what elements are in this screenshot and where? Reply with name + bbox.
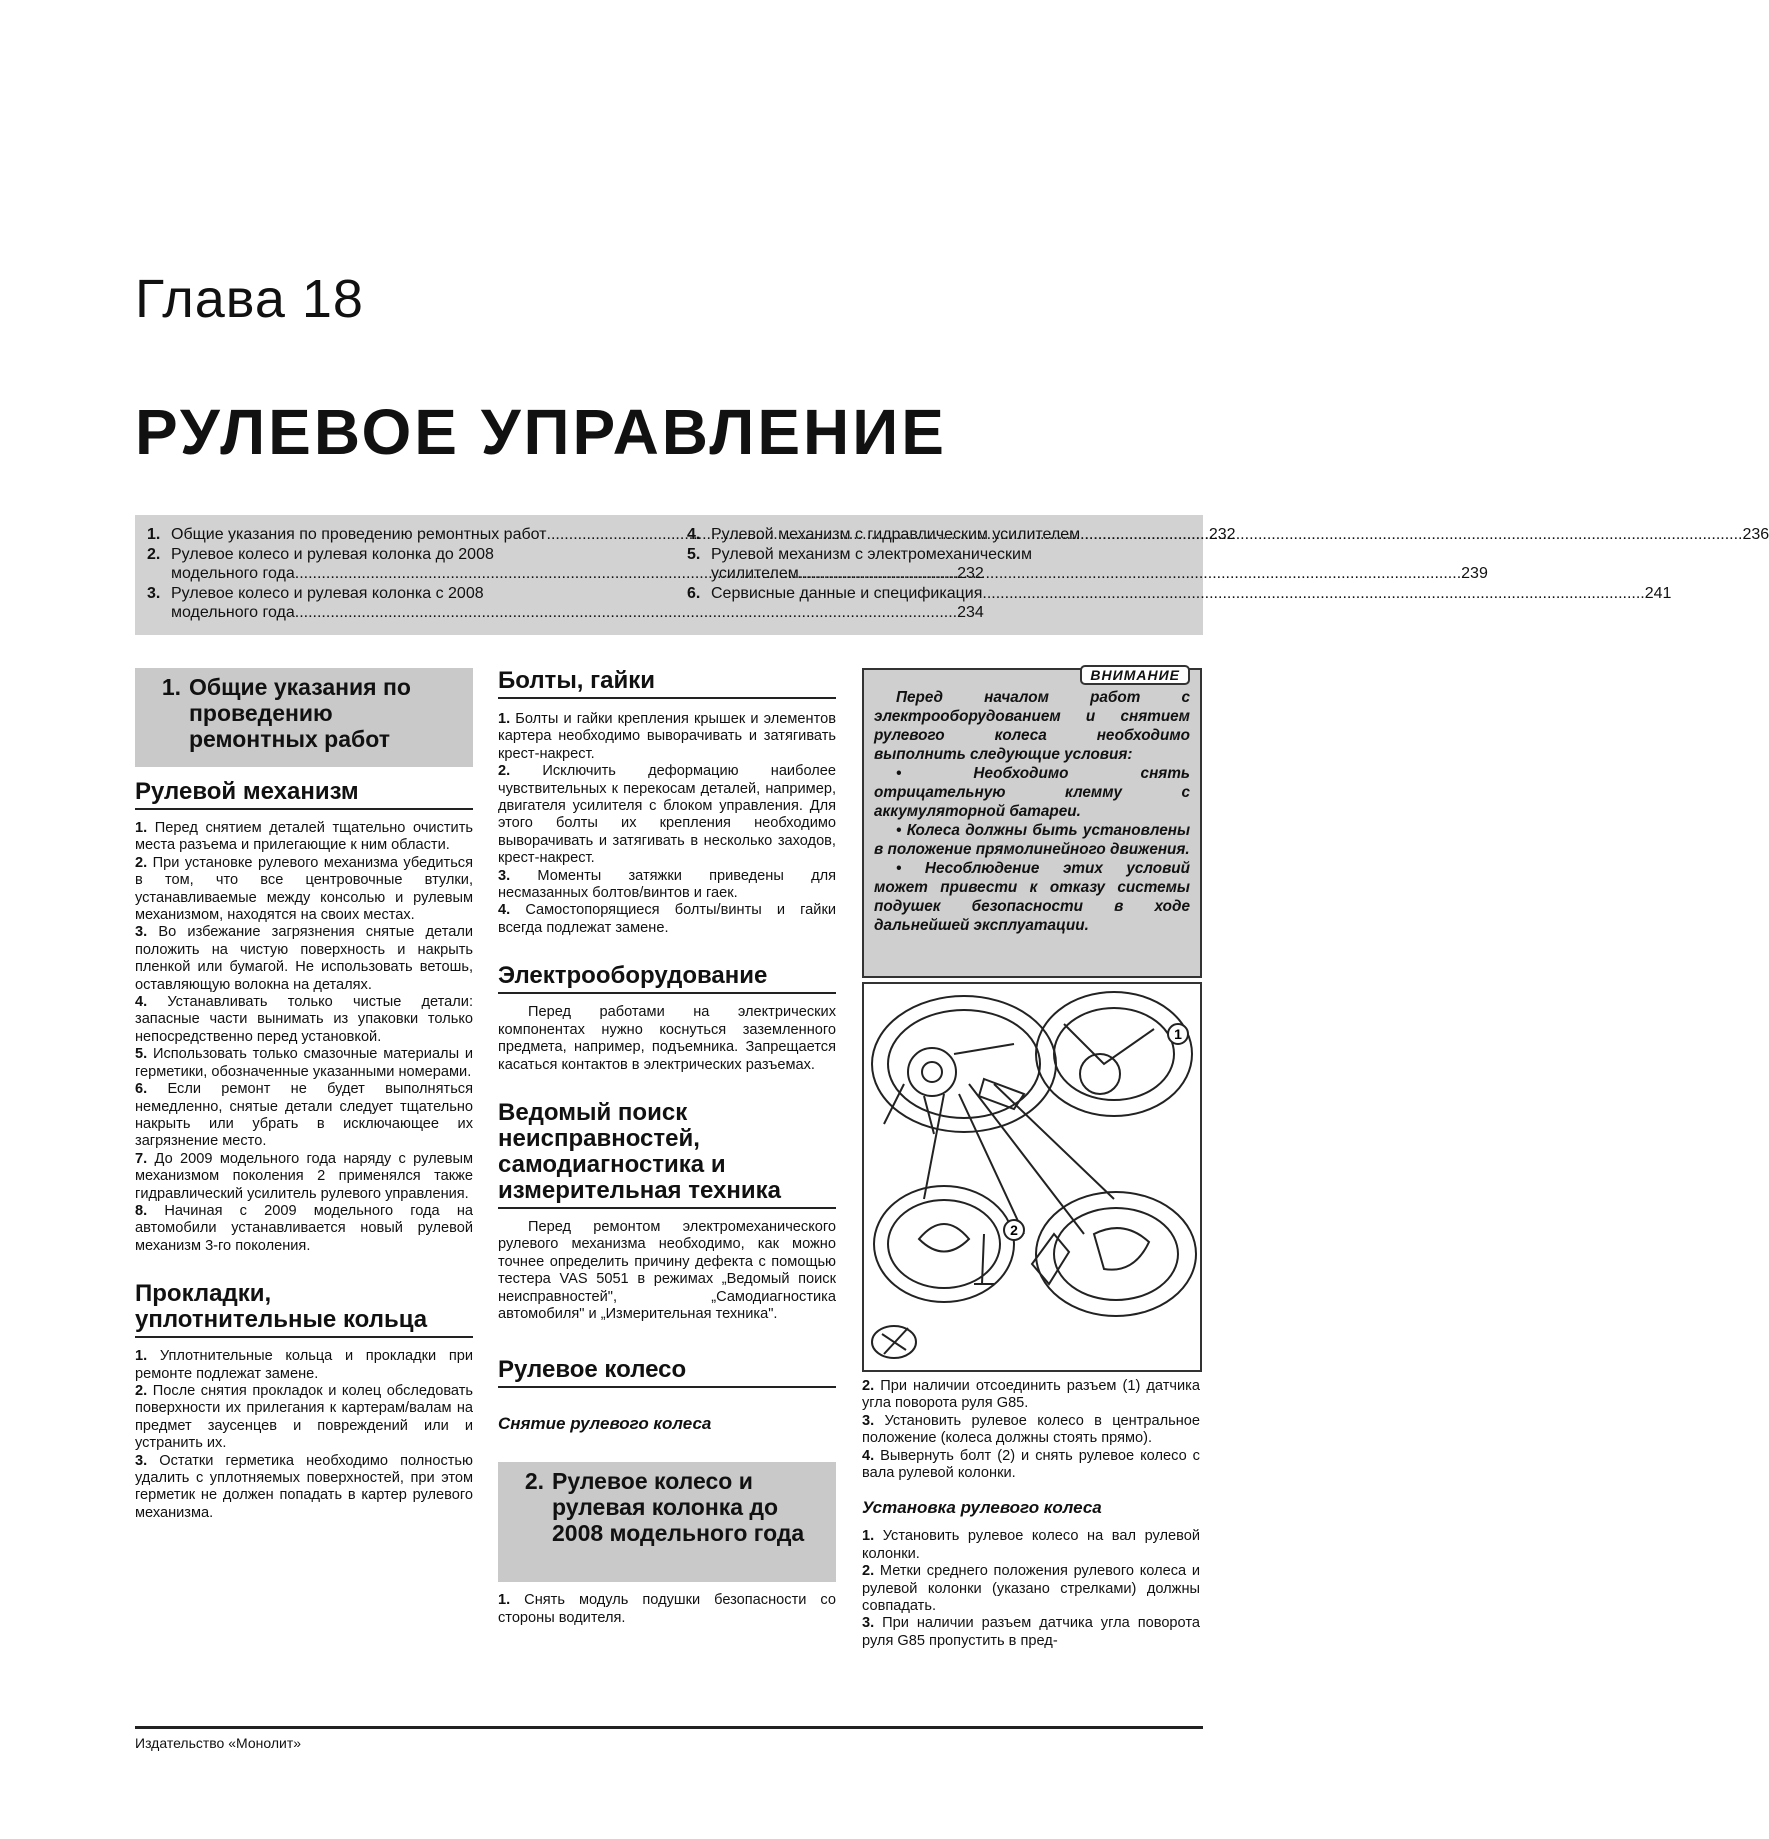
column-1	[135, 668, 473, 1522]
toc-item-page: 236	[1742, 526, 1769, 543]
toc-item-text: усилителем	[711, 565, 799, 582]
list-item: 1. Уплотнительные кольца и прокладки при ремонте подлежат замене.	[135, 1348, 474, 1382]
toc-item-number: 6.	[687, 584, 701, 602]
warning-text	[874, 688, 1190, 935]
diagnostics-paragraph: Перед ремонтом электромеханического рулевого механизма необходимо, как можно точнее определить причину дефекта с помощью тестера VAS 5051 в режимах „Ведомый поиск неисправностей", „Самодиагностика автомобиля" и „Измерительная техника".	[498, 1218, 836, 1322]
toc-item-text: Рулевой механизм с электромеханическим	[711, 545, 1032, 563]
list-item: 2. После снятия прокладок и колец обследовать поверхности их прилегания к картерам/валам на предмет заусенцев и повреждений или и устранить их.	[135, 1382, 473, 1452]
list-item: 4. Устанавливать только чистые детали: запасные части вынимать из упаковки только непосредственно перед установкой.	[135, 994, 473, 1045]
steering-wheel-illustration	[862, 982, 1202, 1372]
toc-item-number: 3.	[147, 584, 161, 602]
footer-publisher: Издательство «Монолит»	[135, 1726, 1203, 1751]
list-item: 3. Остатки герметика необходимо полностью удалить с уплотняемых поверхностей, при этом герметик не должен попадать в картер рулевого механизма.	[135, 1452, 473, 1521]
column-2	[498, 668, 836, 1627]
steering-wheel-drawing	[864, 984, 1200, 1370]
callout-2-label: 2	[1010, 1222, 1018, 1238]
toc-item-page: 234	[957, 604, 984, 621]
list-item: 4. Вывернуть болт (2) и снять рулевое колесо с вала рулевой колонки.	[862, 1447, 1200, 1482]
toc-item-text: Рулевой механизм с гидравлическим усилителем	[711, 526, 1081, 543]
subheading-removal: Снятие рулевого колеса	[498, 1414, 712, 1434]
chapter-number: Глава 18	[135, 269, 364, 329]
list-item: 3. Во избежание загрязнения снятые детали положить на чистую поверхность и накрыть пленкой или бумагой. Не использовать ветошь, оставляющую волокна на деталях.	[135, 924, 473, 993]
subheading-installation: Установка рулевого колеса	[862, 1498, 1102, 1518]
list-item: 2. Метки среднего положения рулевого колеса и рулевой колонки (указано стрелками) должны совпадать.	[862, 1563, 1200, 1615]
toc-item-page: 239	[1461, 565, 1488, 582]
callout-1-label: 1	[1174, 1026, 1182, 1042]
list-item: 6. Если ремонт не будет выполняться немедленно, снятые детали следует тщательно накрыть или убрать в исключающее их загрязнение место.	[135, 1081, 473, 1150]
list-item: 3. При наличии разъем датчика угла поворота руля G85 пропустить в пред-	[862, 1615, 1200, 1649]
installation-list	[862, 1528, 1200, 1650]
section-title: Рулевое колесо и рулевая колонка до 2008 модельного года	[552, 1468, 805, 1547]
list-item: 5. Использовать только смазочные материалы и герметики, обозначенные указанными номерами.	[135, 1046, 473, 1080]
toc-item-text: Общие указания по проведению ремонтных работ	[171, 526, 547, 543]
toc-item-number: 2.	[147, 545, 161, 563]
bolts-list	[498, 711, 836, 937]
chapter-title: РУЛЕВОЕ УПРАВЛЕНИЕ	[135, 396, 947, 468]
list-item: 1. Болты и гайки крепления крышек и элементов картера необходимо выворачивать и затягивать крест-накрест.	[498, 711, 836, 762]
list-item: 1. Установить рулевое колесо на вал рулевой колонки.	[862, 1528, 1200, 1562]
subheading-electrical: Электрооборудование	[498, 963, 836, 994]
warning-bullet: • Несоблюдение этих условий может привести к отказу системы подушек безопасности в ходе дальнейшей эксплуатации.	[874, 860, 1190, 934]
subheading-bolts: Болты, гайки	[498, 668, 836, 699]
warning-box	[862, 668, 1202, 978]
list-item: 2. Исключить деформацию наиболее чувствительных к перекосам деталей, например, двигателя усилителя с блоком управления. Для этого болты их крепления необходимо выворачивать и затягивать в несколько заходов, крест-накрест.	[498, 763, 836, 867]
electrical-paragraph: Перед работами на электрических компонентах нужно коснуться заземленного предмета, например, подъемника. Запрещается касаться контактов в электрических разъемах.	[498, 1004, 836, 1073]
steering-gear-list	[135, 820, 473, 1255]
table-of-contents	[135, 515, 1769, 635]
toc-item-text: модельного года	[171, 565, 295, 582]
toc-item-page: 232	[1208, 526, 1236, 543]
toc-item-page: 241	[1644, 584, 1672, 602]
toc-item-number: 1.	[147, 526, 161, 543]
subheading-steering-gear: Рулевой механизм	[135, 779, 473, 810]
section-2-header	[498, 1462, 836, 1582]
warning-bullet: • Колеса должны быть установлены в положение прямолинейного движения.	[874, 822, 1191, 858]
list-item: 2. При установке рулевого механизма убедиться в том, что все центровочные втулки, устанавливаемые между консолью и рулевым механизмом, находятся на своих местах.	[135, 854, 473, 924]
list-item: 3. Моменты затяжки приведены для несмазанных болтов/винтов и гаек.	[498, 867, 836, 902]
toc-item	[687, 545, 1488, 584]
warning-intro: Перед началом работ с электрооборудованием и снятием рулевого колеса необходимо выполнить следующие условия:	[874, 689, 1190, 763]
subheading-diagnostics: Ведомый поиск неисправностей, самодиагностика и измерительная техника	[498, 1100, 836, 1209]
list-item: 7. До 2009 модельного года наряду с рулевым механизмом поколения 2 применялся также гидравлический усилитель рулевого управления.	[135, 1150, 473, 1202]
toc-item-number: 4.	[687, 526, 701, 543]
warning-bullet: • Необходимо снять отрицательную клемму с аккумуляторной батареи.	[874, 765, 1190, 820]
toc-item-text: Рулевое колесо и рулевая колонка до 2008	[171, 545, 494, 563]
section-number: 2.	[524, 1468, 544, 1495]
toc-item-page: 232	[957, 565, 984, 582]
list-item: 4. Самостопорящиеся болты/винты и гайки всегда подлежат замене.	[498, 902, 836, 936]
list-item: 1. Снять модуль подушки безопасности со стороны водителя.	[498, 1592, 836, 1626]
section-number: 1.	[161, 674, 181, 700]
removal-continued-list	[862, 1378, 1200, 1482]
list-item: 3. Установить рулевое колесо в центральное положение (колеса должны стоять прямо).	[862, 1412, 1200, 1447]
toc-item-text: Рулевое колесо и рулевая колонка с 2008	[171, 584, 484, 602]
toc-item	[687, 584, 1672, 604]
toc-item-text: модельного года	[171, 604, 295, 621]
list-item: 1. Перед снятием деталей тщательно очистить места разъема и прилегающие к ним области.	[135, 820, 474, 854]
section-1-header	[135, 668, 473, 767]
subheading-steering-wheel: Рулевое колесо	[498, 1357, 836, 1388]
gaskets-list	[135, 1348, 473, 1522]
subheading-gaskets: Прокладки, уплотнительные кольца	[135, 1281, 473, 1338]
section-title: Общие указания по проведению ремонтных работ	[189, 674, 411, 752]
list-item: 2. При наличии отсоединить разъем (1) датчика угла поворота руля G85.	[862, 1378, 1200, 1412]
list-item: 8. Начиная с 2009 модельного года на автомобили устанавливается новый рулевой механизм 3-го поколения.	[135, 1202, 473, 1254]
removal-list	[498, 1592, 836, 1627]
toc-item-number: 5.	[687, 545, 701, 563]
toc-item-text: Сервисные данные и спецификация	[711, 584, 983, 602]
warning-label: ВНИМАНИЕ	[1080, 665, 1190, 685]
column-3-text	[862, 1378, 1200, 1650]
